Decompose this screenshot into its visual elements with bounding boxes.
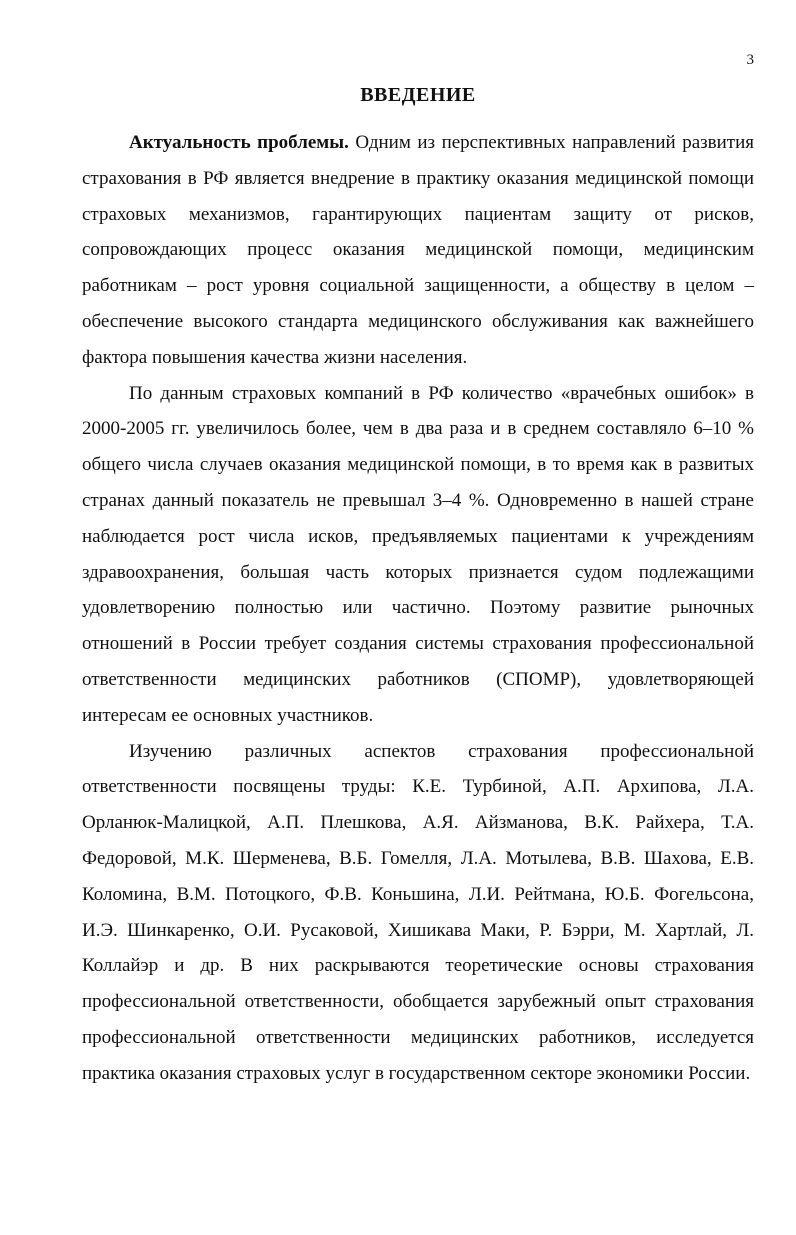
- paragraph-relevance: [82, 125, 754, 376]
- paragraph-lead: Актуальность проблемы.: [129, 132, 349, 153]
- paragraph-text: По данным страховых компаний в РФ количество «врачебных ошибок» в 2000-2005 гг. увеличилось более, чем в два раза и в среднем составляло 6–10 % общего числа случаев оказания медицинской помощи, в то время как в развитых странах данный показатель не превышал 3–4 %. Одновременно в нашей стране наблюдается рост числа исков, предъявляемых пациентами к учреждениям здравоохранения, большая часть которых признается судом подлежащими удовлетворению полностью или частично. Поэтому развитие рыночных отношений в России требует создания системы страхования профессиональной ответственности медицинских работников (СПОМР), удовлетворяющей интересам ее основных участников.: [82, 382, 754, 726]
- paragraph-text: Изучению различных аспектов страхования профессиональной ответственности посвящены труды: К.Е. Турбиной, А.П. Архипова, Л.А. Орланюк-Малицкой, А.П. Плешкова, А.Я. Айзманова, В.К. Райхера, Т.А. Федоровой, М.К. Шерменева, В.Б. Гомелля, Л.А. Мотылева, В.В. Шахова, Е.В. Коломина, В.М. Потоцкого, Ф.В. Коньшина, Л.И. Рейтмана, Ю.Б. Фогельсона, И.Э. Шинкаренко, О.И. Русаковой, Хишикава Маки, Р. Бэрри, М. Хартлай, Л. Коллайэр и др. В них раскрываются теоретические основы страхования профессиональной ответственности, обобщается зарубежный опыт страхования профессиональной ответственности медицинских работников, исследуется практика оказания страховых услуг в государственном секторе экономики России.: [82, 740, 754, 1084]
- body-text: [82, 125, 754, 1092]
- section-heading: ВВЕДЕНИЕ: [360, 84, 476, 106]
- paragraph-text: Одним из перспективных направлений развития страхования в РФ является внедрение в практику оказания медицинской помощи страховых механизмов, гарантирующих пациентам защиту от рисков, сопровождающих процесс оказания медицинской помощи, медицинским работникам – рост уровня социальной защищенности, а обществу в целом – обеспечение высокого стандарта медицинского обслуживания как важнейшего фактора повышения качества жизни населения.: [82, 132, 754, 368]
- paragraph-statistics: [82, 376, 754, 734]
- paragraph-literature: [82, 734, 754, 1092]
- page-number: 3: [746, 52, 754, 68]
